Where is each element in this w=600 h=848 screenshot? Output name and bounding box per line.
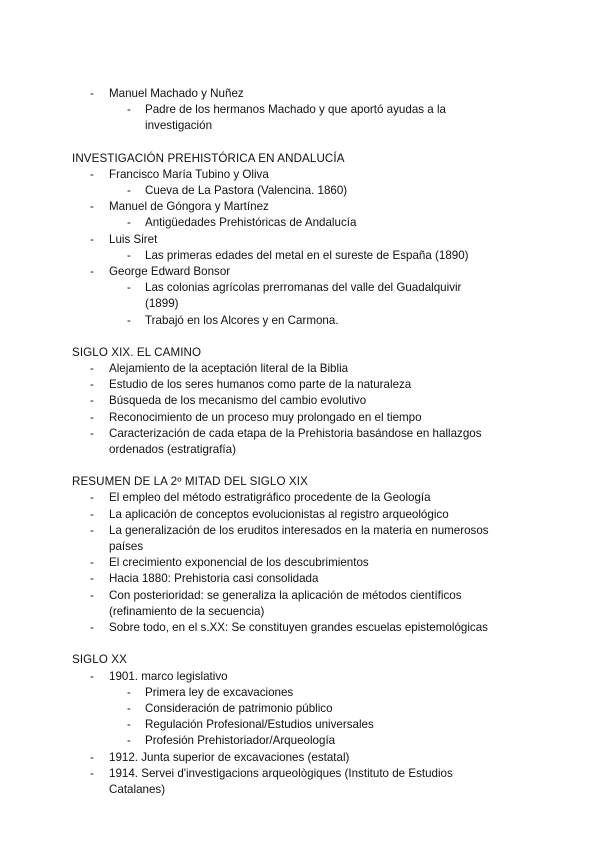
- list-item: [0, 426, 509, 458]
- list-item-text: Las colonias agrícolas prerromanas del valle del Guadalquivir (1899): [145, 281, 462, 311]
- bullet-dash: -: [90, 669, 94, 683]
- list-item-text: La generalización de los eruditos interesados en la materia en numerosos países: [109, 523, 489, 554]
- bullet-dash: -: [90, 750, 94, 764]
- document-page: [0, 86, 600, 798]
- bullet-dash: -: [90, 766, 94, 780]
- bullet-dash: -: [127, 248, 131, 262]
- list-item-text: Trabajó en los Alcores y en Carmona.: [145, 313, 339, 327]
- bullet-dash: -: [127, 313, 131, 327]
- sub-list-item: [0, 701, 475, 717]
- list-item: [0, 167, 509, 183]
- list-item-text: El crecimiento exponencial de los descubrimientos: [109, 556, 369, 570]
- list-item: [0, 669, 509, 685]
- section-heading: INVESTIGACIÓN PREHISTÓRICA EN ANDALUCÍA: [72, 151, 345, 165]
- list-item-text: Con posterioridad: se generaliza la aplicación de métodos científicos (refinamiento de la secuencia): [109, 588, 462, 618]
- list-item-text: La aplicación de conceptos evolucionistas al registro arqueológico: [109, 507, 449, 521]
- list-item-text: Regulación Profesional/Estudios universales: [145, 718, 374, 732]
- bullet-dash: -: [90, 556, 94, 570]
- list-item-text: Manuel Machado y Nuñez: [109, 87, 244, 100]
- list-item-text: Padre de los hermanos Machado y que aportó ayudas a la investigación: [145, 103, 446, 133]
- list-item: [0, 571, 509, 587]
- list-item-text: Búsqueda de los mecanismo del cambio evolutivo: [109, 394, 367, 408]
- list-item: [0, 377, 509, 393]
- section: [0, 636, 600, 798]
- bullet-dash: -: [90, 426, 94, 440]
- section-spacer: [0, 458, 600, 474]
- list-item-text: Alejamiento de la aceptación literal de la Biblia: [109, 362, 349, 376]
- bullet-dash: -: [90, 588, 94, 602]
- section: [0, 329, 600, 458]
- list-item-text: Luis Siret: [109, 232, 158, 246]
- list-item: [0, 766, 509, 798]
- list-item-text: Las primeras edades del metal en el sureste de España (1890): [145, 248, 469, 262]
- bullet-dash: -: [127, 281, 131, 295]
- bullet-dash: -: [90, 362, 94, 376]
- section-heading: SIGLO XX: [72, 653, 127, 667]
- list-item-text: Primera ley de excavaciones: [145, 685, 294, 699]
- list-item-text: Caracterización de cada etapa de la Prehistoria basándose en hallazgos ordenados (estratigrafía): [109, 426, 482, 457]
- list-item-text: Francisco María Tubino y Oliva: [109, 167, 269, 181]
- list-item: [0, 588, 509, 620]
- list-item: [0, 507, 509, 523]
- list-item: [0, 393, 509, 409]
- list-item-text: Consideración de patrimonio público: [145, 701, 333, 715]
- bullet-dash: -: [90, 621, 94, 635]
- sub-list-item: [0, 717, 475, 733]
- bullet-dash: -: [90, 200, 94, 214]
- bullet-dash: -: [90, 523, 94, 537]
- sub-list-item: [0, 183, 475, 199]
- sub-list-item: [0, 685, 475, 701]
- bullet-dash: -: [90, 167, 94, 181]
- list-item-text: Hacia 1880: Prehistoria casi consolidada: [109, 572, 319, 586]
- bullet-dash: -: [90, 378, 94, 392]
- section: [0, 458, 600, 636]
- list-item-text: George Edward Bonsor: [109, 265, 231, 279]
- bullet-dash: -: [127, 718, 131, 732]
- list-item-text: 1912. Junta superior de excavaciones (estatal): [109, 750, 350, 764]
- section: [0, 135, 600, 329]
- list-item: [0, 490, 509, 506]
- list-item: [0, 86, 509, 102]
- section-heading: SIGLO XIX. EL CAMINO: [72, 345, 202, 359]
- bullet-dash: -: [90, 491, 94, 505]
- sub-list-item: [0, 280, 475, 312]
- section-spacer: [0, 329, 600, 345]
- bullet-dash: -: [90, 394, 94, 408]
- section: [0, 86, 600, 135]
- list-item: [0, 555, 509, 571]
- list-item: [0, 750, 509, 766]
- list-item-text: Sobre todo, en el s.XX: Se constituyen grandes escuelas epistemológicas: [109, 621, 488, 635]
- section-heading: RESUMEN DE LA 2º MITAD DEL SIGLO XIX: [72, 475, 308, 489]
- list-item-text: Cueva de La Pastora (Valencina. 1860): [145, 184, 348, 198]
- list-item-text: Reconocimiento de un proceso muy prolongado en el tiempo: [109, 410, 422, 424]
- sub-list-item: [0, 733, 475, 749]
- list-item-text: El empleo del método estratigráfico procedente de la Geología: [109, 491, 431, 505]
- sub-list-item: [0, 248, 475, 264]
- bullet-dash: -: [127, 701, 131, 715]
- bullet-dash: -: [127, 734, 131, 748]
- list-item-text: Antigüedades Prehistóricas de Andalucía: [145, 216, 357, 230]
- section-spacer: [0, 636, 600, 652]
- sub-list-item: [0, 313, 475, 329]
- list-item: [0, 361, 509, 377]
- bullet-dash: -: [127, 685, 131, 699]
- bullet-dash: -: [127, 216, 131, 230]
- list-item-text: Manuel de Góngora y Martínez: [109, 200, 269, 214]
- list-item: [0, 264, 509, 280]
- section-spacer: [0, 135, 600, 151]
- bullet-dash: -: [127, 184, 131, 198]
- list-item: [0, 620, 509, 636]
- bullet-dash: -: [127, 103, 131, 117]
- bullet-dash: -: [90, 507, 94, 521]
- bullet-dash: -: [90, 265, 94, 279]
- bullet-dash: -: [90, 572, 94, 586]
- bullet-dash: -: [90, 87, 94, 100]
- list-item: [0, 410, 509, 426]
- list-item-text: Profesión Prehistoriador/Arqueología: [145, 734, 336, 748]
- list-item-text: Estudio de los seres humanos como parte de la naturaleza: [109, 378, 412, 392]
- sub-list-item: [0, 102, 475, 134]
- sub-list-item: [0, 215, 475, 231]
- list-item-text: 1914. Servei d'investigacions arqueològiques (Instituto de Estudios Catalanes): [109, 766, 453, 796]
- list-item-text: 1901. marco legislativo: [109, 669, 228, 683]
- list-item: [0, 199, 509, 215]
- bullet-dash: -: [90, 232, 94, 246]
- bullet-dash: -: [90, 410, 94, 424]
- list-item: [0, 523, 509, 555]
- list-item: [0, 232, 509, 248]
